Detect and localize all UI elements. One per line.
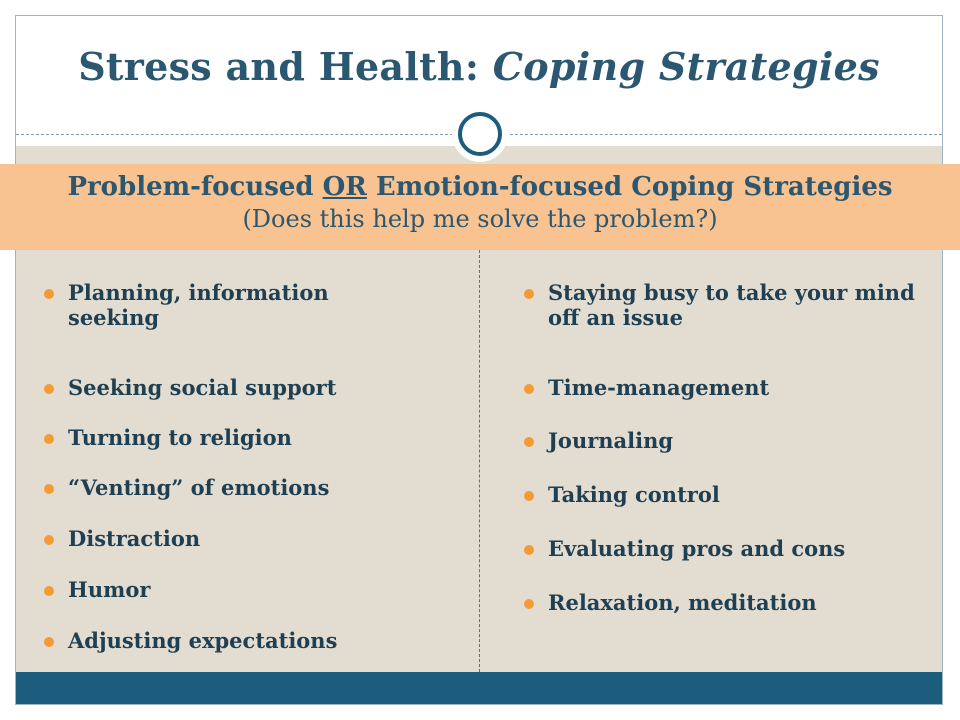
list-item: Planning, information seeking <box>44 280 398 330</box>
banner-heading-or: OR <box>322 172 367 202</box>
list-item: Time-management <box>524 375 928 400</box>
ring-icon <box>452 106 508 162</box>
banner-heading-part3: Emotion-focused Coping Strategies <box>366 172 893 202</box>
slide-title <box>15 44 943 89</box>
list-item: Humor <box>44 577 398 602</box>
column-divider <box>479 250 480 672</box>
banner-subtitle: (Does this help me solve the problem?) <box>242 205 718 233</box>
list-item: Adjusting expectations <box>44 628 398 653</box>
list-item: Taking control <box>524 482 928 507</box>
list-item: Relaxation, meditation <box>524 590 928 615</box>
list-item: Distraction <box>44 526 398 551</box>
list-item: Journaling <box>524 428 928 453</box>
list-item: Turning to religion <box>44 425 398 450</box>
subtitle-banner <box>0 164 960 250</box>
list-item: Evaluating pros and cons <box>524 536 928 561</box>
title-main: Stress and Health: <box>78 44 493 89</box>
banner-heading <box>0 172 960 202</box>
list-item: “Venting” of emotions <box>44 475 398 500</box>
list-item: Staying busy to take your mind off an issue <box>524 280 928 330</box>
title-emphasis: Coping Strategies <box>492 44 880 89</box>
banner-heading-part1: Problem-focused <box>67 172 323 202</box>
list-item: Seeking social support <box>44 375 398 400</box>
footer-bar <box>16 672 942 704</box>
